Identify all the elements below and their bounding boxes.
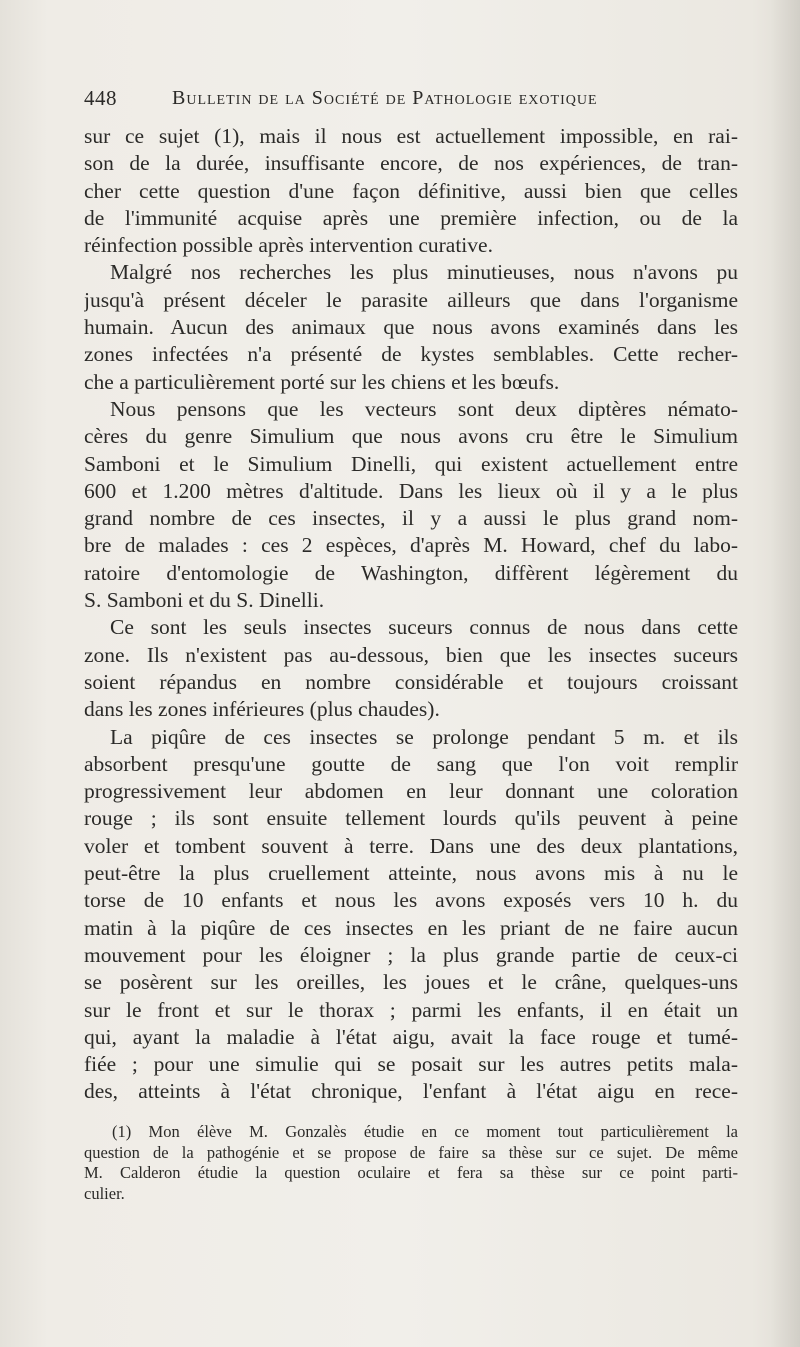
body-line: cher cette question d'une façon définitive, aussi bien que celles <box>84 178 738 203</box>
body-line: mouvement pour les éloigner ; la plus grande partie de ceux-ci <box>84 942 738 967</box>
body-line: La piqûre de ces insectes se prolonge pendant 5 m. et ils <box>110 724 738 749</box>
body-line: jusqu'à présent déceler le parasite ailleurs que dans l'organisme <box>84 287 738 312</box>
body-line: Nous pensons que les vecteurs sont deux diptères némato- <box>110 396 738 421</box>
body-line: voler et tombent souvent à terre. Dans une des deux plantations, <box>84 833 738 858</box>
body-line: rouge ; ils sont ensuite tellement lourds qu'ils peuvent à peine <box>84 806 738 831</box>
body-text <box>84 123 738 1106</box>
body-line: grand nombre de ces insectes, il y a aussi le plus grand nom- <box>84 506 738 531</box>
body-line: 600 et 1.200 mètres d'altitude. Dans les lieux où il y a le plus <box>84 478 738 503</box>
body-line: zone. Ils n'existent pas au-dessous, bien que les insectes suceurs <box>84 642 738 667</box>
body-line: che a particulièrement porté sur les chiens et les bœufs. <box>84 369 560 394</box>
footnote-line: M. Calderon étudie la question oculaire et fera sa thèse sur ce point parti- <box>84 1163 738 1182</box>
body-line: son de la durée, insuffisante encore, de nos expériences, de tran- <box>84 151 738 176</box>
body-line: dans les zones inférieures (plus chaudes). <box>84 697 440 722</box>
body-line: S. Samboni et du S. Dinelli. <box>84 588 325 613</box>
body-line: Ce sont les seuls insectes suceurs connus de nous dans cette <box>110 615 738 640</box>
body-line: réinfection possible après intervention curative. <box>84 233 493 258</box>
body-line: peut-être la plus cruellement atteinte, nous avons mis à nu le <box>84 861 738 886</box>
body-line: humain. Aucun des animaux que nous avons examinés dans les <box>84 315 738 340</box>
body-line: soient répandus en nombre considérable et toujours croissant <box>84 669 738 694</box>
footnote-line: (1) Mon élève M. Gonzalès étudie en ce moment tout particulièrement la <box>112 1122 738 1141</box>
body-line: sur ce sujet (1), mais il nous est actuellement impossible, en rai- <box>84 124 738 148</box>
running-head <box>84 86 724 116</box>
body-line: bre de malades : ces 2 espèces, d'après M. Howard, chef du labo- <box>84 533 738 558</box>
body-line: de l'immunité acquise après une première infection, ou de la <box>84 205 738 230</box>
footnote-line: culier. <box>84 1183 125 1203</box>
journal-title: Bulletin de la Société de Pathologie exotique <box>172 87 598 109</box>
body-line: progressivement leur abdomen en leur donnant une coloration <box>84 779 738 804</box>
footnotes <box>84 1122 738 1204</box>
body-line: des, atteints à l'état chronique, l'enfant à l'état aigu en rece- <box>84 1079 738 1104</box>
body-line: absorbent presqu'une goutte de sang que l'on voit remplir <box>84 751 738 776</box>
footnote-line: question de la pathogénie et se propose de faire sa thèse sur ce sujet. De même <box>84 1142 738 1162</box>
body-line: torse de 10 enfants et nous les avons exposés vers 10 h. du <box>84 888 738 913</box>
body-line: Malgré nos recherches les plus minutieuses, nous n'avons pu <box>110 260 738 285</box>
body-line: se posèrent sur les oreilles, les joues et le crâne, quelques-uns <box>84 970 738 995</box>
page-edge-shadow <box>770 0 800 1347</box>
body-line: fiée ; pour une simulie qui se posait sur les autres petits mala- <box>84 1052 738 1077</box>
body-line: cères du genre Simulium que nous avons cru être le Simulium <box>84 424 738 449</box>
page-number: 448 <box>84 86 117 110</box>
body-line: zones infectées n'a présenté de kystes semblables. Cette recher- <box>84 342 738 367</box>
body-line: ratoire d'entomologie de Washington, diffèrent légèrement du <box>84 560 738 585</box>
body-line: Samboni et le Simulium Dinelli, qui existent actuellement entre <box>84 451 738 476</box>
body-line: sur le front et sur le thorax ; parmi les enfants, il en était un <box>84 997 738 1022</box>
body-line: matin à la piqûre de ces insectes en les priant de ne faire aucun <box>84 915 738 940</box>
body-line: qui, ayant la maladie à l'état aigu, avait la face rouge et tumé- <box>84 1024 738 1049</box>
